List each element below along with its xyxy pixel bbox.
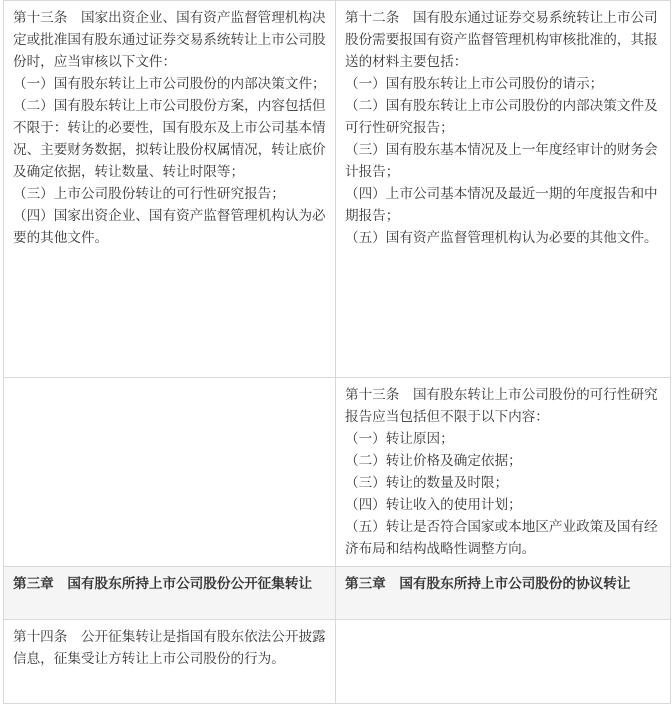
article-13-old-item-5: （五）转让是否符合国家或本地区产业政策及国有经济布局和结构战略性调整方向。	[345, 519, 658, 557]
table-row	[4, 620, 671, 704]
article-13-old-item-3: （三）转让的数量及时限；	[345, 475, 509, 491]
comparison-table	[3, 0, 671, 704]
article-13-new-item-1: （一）国有股东转让上市公司股份的内部决策文件；	[13, 76, 326, 92]
table-row	[4, 567, 671, 620]
article-13-old-item-1: （一）转让原因；	[345, 431, 454, 447]
row4-right-cell-empty	[336, 620, 671, 704]
article-13-new-title: 第十三条 国家出资企业、国有资产监督管理机构决定或批准国有股东通过证券交易系统转让上市公司股份时，应当审核以下文件：	[13, 10, 326, 70]
row1-right-cell	[336, 1, 671, 378]
row2-right-cell	[336, 378, 671, 567]
row4-left-cell	[4, 620, 336, 704]
row1-left-cell	[4, 1, 336, 378]
table-row	[4, 378, 671, 567]
article-12-old-item-3: （三）国有股东基本情况及上一年度经审计的财务会计报告；	[345, 142, 658, 180]
table-row	[4, 1, 671, 378]
article-14-new-title: 第十四条 公开征集转让是指国有股东依法公开披露信息，征集受让方转让上市公司股份的行为。	[13, 629, 326, 667]
article-13-old-item-4: （四）转让收入的使用计划；	[345, 497, 522, 513]
chapter-3-new-heading: 第三章 国有股东所持上市公司股份公开征集转让	[4, 567, 336, 620]
article-12-old-title: 第十二条 国有股东通过证券交易系统转让上市公司股份需要报国有资产监督管理机构审核批准的，其报送的材料主要包括：	[345, 10, 658, 70]
article-12-old-item-1: （一）国有股东转让上市公司股份的请示；	[345, 76, 604, 92]
article-13-new-item-3: （三）上市公司股份转让的可行性研究报告；	[13, 186, 285, 202]
article-13-new-item-4: （四）国家出资企业、国有资产监督管理机构认为必要的其他文件。	[13, 208, 326, 246]
article-13-old-item-2: （二）转让价格及确定依据；	[345, 453, 522, 469]
article-13-new-item-2: （二）国有股东转让上市公司股份方案，内容包括但不限于：转让的必要性，国有股东及上市公司基本情况、主要财务数据，拟转让股份权属情况，转让底价及确定依据，转让数量、转让时限等；	[13, 98, 326, 180]
article-12-old-item-2: （二）国有股东转让上市公司股份的内部决策文件及可行性研究报告；	[345, 98, 658, 136]
article-12-old-item-4: （四）上市公司基本情况及最近一期的年度报告和中期报告；	[345, 186, 658, 224]
chapter-3-old-heading: 第三章 国有股东所持上市公司股份的协议转让	[336, 567, 671, 620]
article-13-old-title: 第十三条 国有股东转让上市公司股份的可行性研究报告应当包括但不限于以下内容：	[345, 387, 658, 425]
row2-left-cell-empty	[4, 378, 336, 567]
article-12-old-item-5: （五）国有资产监督管理机构认为必要的其他文件。	[345, 230, 658, 246]
